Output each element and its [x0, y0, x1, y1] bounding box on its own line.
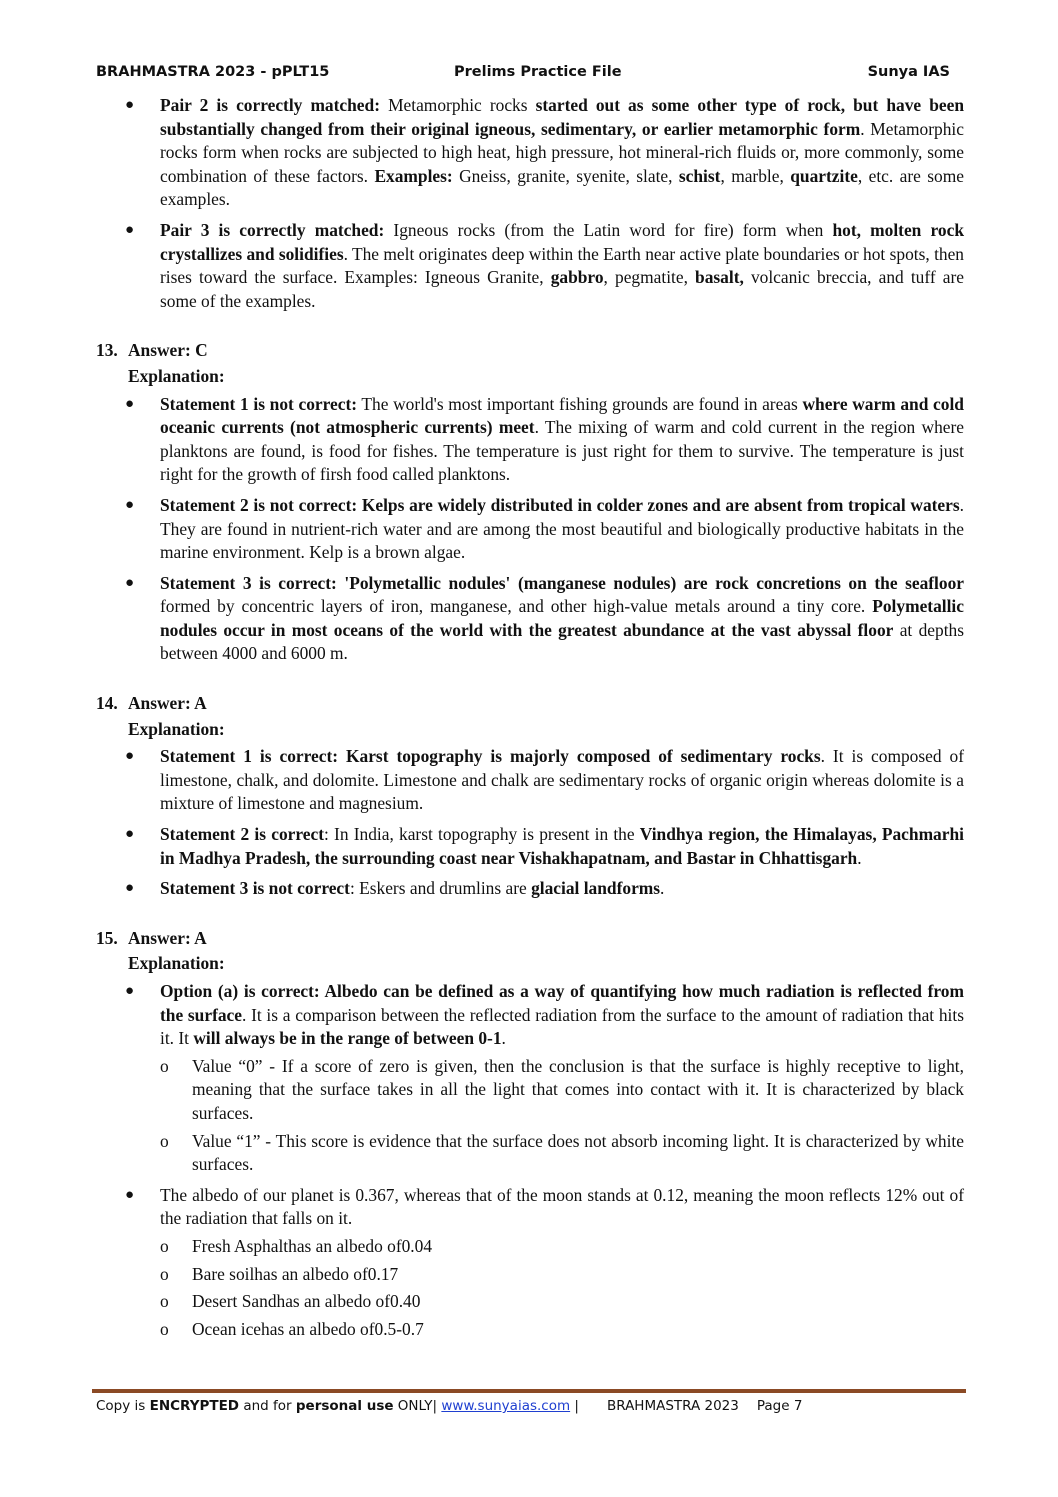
answer-heading	[96, 339, 964, 363]
explanation-label: Explanation:	[128, 365, 225, 386]
footer-text-separator: |	[570, 1398, 579, 1414]
text-run: .	[857, 847, 862, 868]
answer-label: Answer: C	[128, 340, 208, 361]
circle-bullet-icon: o	[160, 1055, 169, 1076]
footer-text-copy: Copy is	[96, 1398, 150, 1414]
text-run: Statement 3 is correct: 'Polymetallic nodules' (manganese nodules) are rock concretions on the seafloor	[160, 572, 964, 593]
text-run: Pair 3 is correctly matched:	[160, 219, 385, 240]
sub-bullet-item	[160, 1130, 964, 1177]
bullet-item	[125, 877, 964, 901]
bullet-dot-icon: ●	[125, 983, 135, 999]
text-run: Statement 2 is correct	[160, 824, 324, 845]
bullet-text	[160, 980, 964, 1051]
page-footer	[96, 1398, 956, 1414]
question-block	[96, 339, 964, 666]
text-run: schist	[678, 165, 721, 186]
text-run: Statement 1 is correct: Karst topography is majorly composed of sedimentary rocks	[160, 746, 821, 767]
text-run: Statement 2 is not correct: Kelps are widely distributed in colder zones and are absent from tropical waters	[160, 494, 960, 515]
bullet-text	[160, 393, 964, 487]
sub-bullet-text: Value “1” - This score is evidence that the surface does not absorb incoming light. It is characterized by white surfaces.	[192, 1130, 964, 1175]
text-run: .	[501, 1028, 506, 1049]
explanation-list	[96, 980, 964, 1341]
top-bullet-list	[96, 94, 964, 313]
text-run: The world's most important fishing grounds are found in areas	[357, 393, 803, 414]
bullet-item	[125, 980, 964, 1177]
text-run: Metamorphic rocks	[380, 95, 536, 115]
footer-page-number: Page 7	[756, 1398, 803, 1414]
sub-bullet-list	[160, 1235, 964, 1341]
text-run: where warm and cold oceanic currents (not atmospheric currents) meet	[160, 393, 964, 438]
footer-text-personal-use: personal use	[295, 1398, 394, 1414]
answer-heading	[96, 692, 964, 716]
bullet-text	[160, 745, 964, 816]
circle-bullet-icon: o	[160, 1235, 169, 1256]
explanation-list	[96, 393, 964, 667]
text-run: hot, molten rock crystallizes and solidifies	[160, 219, 964, 264]
bullet-item	[125, 393, 964, 487]
text-run: , pegmatite,	[603, 267, 696, 288]
text-run: glacial landforms	[531, 878, 661, 899]
bullet-text	[160, 1184, 964, 1231]
bullet-text	[160, 94, 964, 212]
text-run: .	[660, 878, 665, 899]
sub-bullet-text: Ocean icehas an albedo of0.5-0.7	[192, 1318, 424, 1339]
sub-bullet-list	[160, 1055, 964, 1177]
bullet-item	[125, 1184, 964, 1342]
text-run: will always be in the range of between 0-1	[193, 1028, 502, 1049]
bullet-text	[160, 494, 964, 565]
text-run: Statement 3 is not correct	[160, 878, 350, 899]
text-run: Pair 2 is correctly matched:	[160, 95, 380, 115]
bullet-item	[125, 219, 965, 313]
footer-website-link[interactable]: www.sunyaias.com	[441, 1398, 571, 1414]
sub-bullet-item	[160, 1318, 964, 1342]
text-run: Gneiss, granite, syenite, slate,	[452, 165, 679, 186]
text-run: . The melt originates deep within the Earth near active plate boundaries or hot spots, then rises toward the surface. Examples: Igneous Granite,	[160, 243, 965, 288]
bullet-dot-icon: ●	[125, 496, 135, 513]
circle-bullet-icon: o	[160, 1130, 169, 1151]
question-number: 13.	[96, 340, 118, 361]
circle-bullet-icon: o	[160, 1291, 169, 1312]
bullet-text	[160, 877, 964, 901]
text-run: , etc. are some examples.	[160, 165, 964, 210]
question-number: 14.	[96, 693, 118, 714]
sub-bullet-text: Desert Sandhas an albedo of0.40	[192, 1291, 421, 1312]
footer-text-only: ONLY|	[393, 1398, 442, 1414]
text-run: Statement 1 is not correct:	[160, 393, 358, 414]
answer-heading	[96, 927, 964, 951]
bullet-dot-icon: ●	[125, 395, 135, 412]
header-left-title: BRAHMASTRA 2023 - pPLT15	[96, 64, 330, 80]
text-run: basalt,	[695, 267, 744, 288]
sub-bullet-text: Value “0” - If a score of zero is given, then the conclusion is that the surface is highly receptive to light, meaning that the surface takes in all the light that comes into contact with it. It is characterized by black surfaces.	[192, 1055, 964, 1123]
header-right-title: Sunya IAS	[867, 64, 950, 80]
text-run: , marble,	[720, 165, 791, 186]
explanation-label: Explanation:	[128, 953, 225, 974]
circle-bullet-icon: o	[160, 1263, 169, 1284]
bullet-item	[125, 94, 964, 212]
page-content	[96, 94, 964, 1348]
text-run: Examples:	[374, 165, 453, 186]
footer-text-encrypted: ENCRYPTED	[149, 1398, 240, 1414]
text-run: The albedo of our planet is 0.367, whereas that of the moon stands at 0.12, meaning the moon reflects 12% out of the radiation that falls on it.	[160, 1184, 964, 1229]
text-run: Polymetallic nodules occur in most oceans of the world with the greatest abundance at the vast abyssal floor	[160, 596, 964, 640]
footer-brand: BRAHMASTRA 2023	[606, 1398, 739, 1414]
answer-label: Answer: A	[128, 693, 207, 714]
sub-bullet-item	[160, 1263, 964, 1287]
text-run: . They are found in nutrient-rich water and are among the most beautiful and biologically productive habitats in the marine environment. Kelp is a brown algae.	[160, 494, 964, 563]
text-run: Igneous rocks (from the Latin word for fire) form when	[384, 219, 833, 240]
bullet-item	[125, 494, 964, 565]
bullet-text	[160, 823, 964, 870]
text-run: formed by concentric layers of iron, manganese, and other high-value metals around a tiny core.	[160, 596, 873, 617]
circle-bullet-icon: o	[160, 1318, 169, 1339]
sub-bullet-item	[160, 1055, 964, 1126]
question-number: 15.	[96, 927, 118, 948]
text-run: . It is a comparison between the reflected radiation from the surface to the amount of radiation that hits it. It	[160, 1004, 964, 1049]
questions-container	[96, 339, 964, 1341]
bullet-dot-icon: ●	[125, 748, 135, 765]
sub-bullet-item	[160, 1235, 964, 1259]
sub-bullet-text: Fresh Asphalthas an albedo of0.04	[192, 1235, 433, 1256]
text-run: : In India, karst topography is present in the	[324, 824, 640, 845]
explanation-list	[96, 745, 964, 901]
text-run: Vindhya region, the Himalayas, Pachmarhi in Madhya Pradesh, the surrounding coast near Vishakhapatnam, and Bastar in Chhattisgarh	[160, 824, 964, 868]
text-run: . Metamorphic rocks form when rocks are subjected to high heat, high pressure, hot mineral-rich fluids or, more commonly, some combination of these factors.	[160, 118, 964, 186]
bullet-dot-icon: ●	[125, 826, 135, 843]
answer-label: Answer: A	[128, 927, 207, 948]
bullet-dot-icon: ●	[125, 574, 135, 591]
text-run: . It is composed of limestone, chalk, and dolomite. Limestone and chalk are sedimentary rocks of organic origin whereas dolomite is a mixture of limestone and magnesium.	[160, 746, 965, 814]
header-center-title: Prelims Practice File	[454, 64, 622, 80]
text-run: gabbro	[550, 267, 604, 288]
footer-divider	[92, 1389, 966, 1393]
bullet-item	[125, 745, 965, 816]
text-run: Option (a) is correct: Albedo can be defined as a way of quantifying how much radiation is reflected from the surface	[160, 981, 964, 1025]
sub-bullet-text: Bare soilhas an albedo of0.17	[192, 1263, 399, 1284]
bullet-text	[160, 219, 964, 313]
question-block	[96, 927, 964, 1342]
explanation-label: Explanation:	[128, 718, 225, 739]
bullet-dot-icon: ●	[125, 97, 135, 113]
bullet-text	[160, 572, 964, 666]
bullet-item	[125, 823, 964, 870]
bullet-dot-icon: ●	[125, 880, 135, 897]
bullet-dot-icon: ●	[125, 1186, 135, 1203]
text-run: volcanic breccia, and tuff are some of the examples.	[160, 267, 964, 311]
footer-text-and-for: and for	[239, 1398, 296, 1414]
sub-bullet-item	[160, 1290, 964, 1314]
text-run: started out as some other type of rock, but have been substantially changed from their original igneous, sedimentary, or earlier metamorphic form	[160, 95, 964, 139]
bullet-item	[125, 572, 964, 666]
bullet-dot-icon: ●	[125, 221, 135, 238]
text-run: . The mixing of warm and cold current in the region where planktons are found, is food for fishes. The temperature is just right for them to survive. The temperature is just right for the growth of firsh food called planktons.	[160, 417, 964, 485]
text-run: quartzite	[790, 165, 858, 186]
text-run: at depths between 4000 and 6000 m.	[160, 619, 964, 664]
question-block	[96, 692, 964, 901]
text-run: : Eskers and drumlins are	[349, 878, 532, 899]
